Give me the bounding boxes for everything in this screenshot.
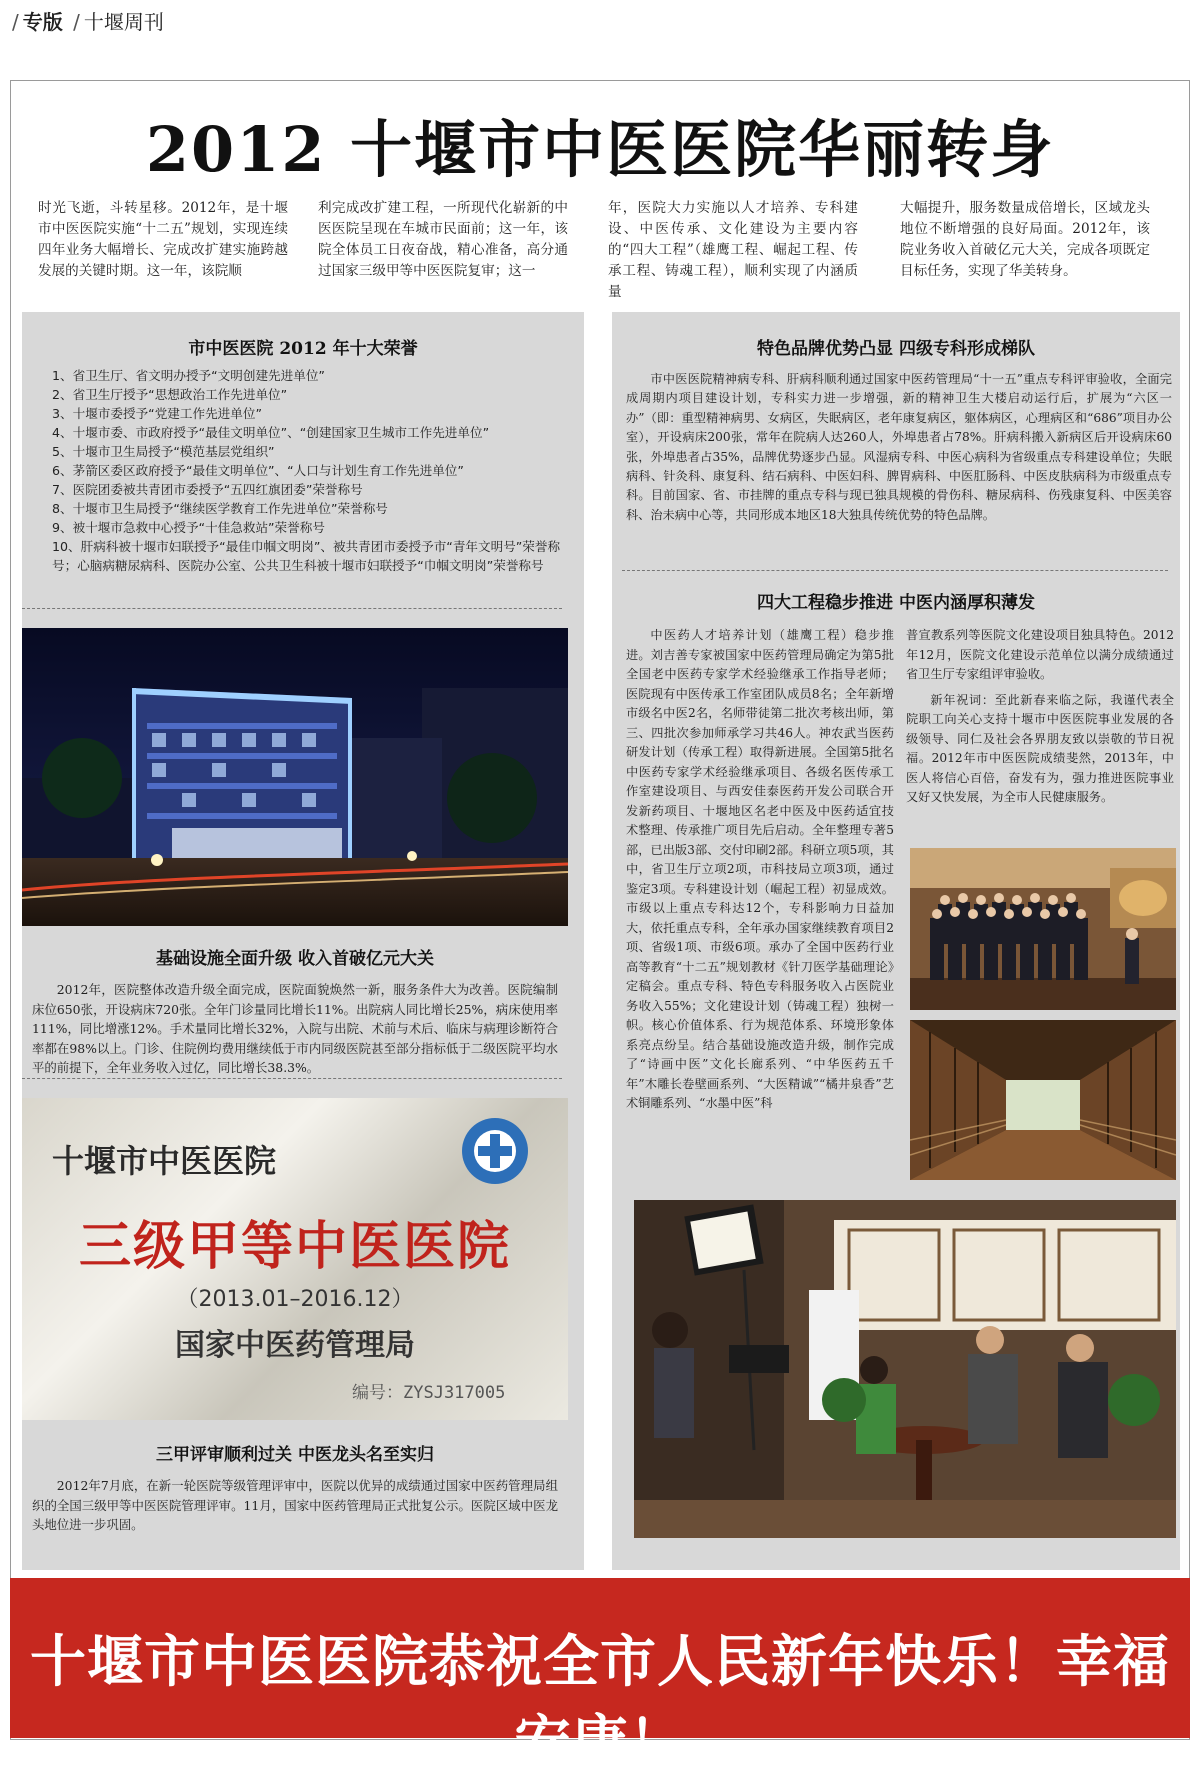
honors-list (30, 366, 570, 575)
honor-item: 9、被十堰市急救中心授予“十佳急救站”荣誉称号 (52, 520, 325, 535)
breadcrumb (8, 6, 164, 35)
divider (22, 608, 562, 609)
staff-group-photo (910, 848, 1176, 1010)
projects-column-1: 中医药人才培养计划（雄鹰工程）稳步推进。刘吉善专家被国家中医药管理局确定为第5批全国老中医药专家学术经验继承工作指导老师；医院现有中医传承工作室团队成员8名；全年新增市级名中医2名，名师带徒第二批次考核出师，第三、四批次参加师承学习共46人。神农武当医药研发计划（传承工程）取得新进展。全国第5批名中医药专家学术经验继承项目、各级名医传承工作室建设项目、与西安佳泰医药开发公司联合开发新药项目、十堰地区名老中医及中医药适宜技术整理、传承推广项目先后启动。全年整理专著5部，已出版3部、交付印刷2部。科研立项5项，其中，省卫生厅立项2项，市科技局立项3项，通过鉴定3项。专科建设计划（崛起工程）初显成效。市级以上重点专科达12个，专科影响力日益加大，依托重点专科，全年承办国家继续教育项目2项、省级1项、市级6项。承办了全国中医药行业高等教育“十二五”规划教材《针刀医学基础理论》定稿会。重点专科、特色专科服务收入占医院业务收入55%；文化建设计划（铸魂工程）独树一帜。核心价值体系、行为规范体系、环境形象体系亮点纷呈。结合基础设施改造升级，制作完成了“诗画中医”文化长廊系列、“中华医药五千年”木雕长卷壁画系列、“大医精诚”“橘井泉香”艺术铜雕系列、“水墨中医”科 (626, 628, 894, 1110)
culture-corridor-photo-drawing (910, 1020, 1176, 1180)
intro-column-1: 时光飞逝，斗转星移。2012年，是十堰市中医医院实施“十二五”规划，实现连续四年业务大幅增长、完成改扩建实施跨越发展的关键时期。这一年，该院顺 (38, 200, 288, 279)
review-title: 三甲评审顺利过关 中医龙头名至实归 (156, 1445, 434, 1465)
honor-item-text: 10、肝病科被十堰市妇联授予“最佳巾帼文明岗”、被共青团市委授予市“青年文明号”荣誉称号；心脑病糖尿病科、医院办公室、公共卫生科被十堰市妇联授予“巾帼文明岗”荣誉称号 (52, 539, 561, 573)
grade-plaque (22, 1098, 568, 1420)
honor-item (30, 537, 568, 575)
banner-text: 十堰市中医医院恭祝全市人民新年快乐！幸福安康！ (30, 1630, 1170, 1775)
honor-item: 6、茅箭区委区政府授予“最佳文明单位”、“人口与计划生育工作先进单位” (52, 463, 464, 478)
culture-corridor-photo (910, 1020, 1176, 1180)
projects-title: 四大工程稳步推进 中医内涵厚积薄发 (757, 593, 1035, 613)
intro-column-3: 年，医院大力实施以人才培养、专科建设、中医传承、文化建设为主要内容的“四大工程”（雄鹰工程、崛起工程、传承工程、铸魂工程），顺利实现了内涵质量 (608, 200, 858, 300)
page-headline: 2012 十堰市中医医院华丽转身 (145, 113, 1055, 186)
tv-interview-photo-drawing (634, 1200, 1176, 1538)
infrastructure-title: 基础设施全面升级 收入首破亿元大关 (156, 949, 434, 969)
divider (622, 570, 1168, 571)
honor-item: 1、省卫生厅、省文明办授予“文明创建先进单位” (52, 368, 325, 383)
section-label: 专版 (22, 10, 63, 34)
honor-item: 8、十堰市卫生局授予“继续医学教育工作先进单位”荣誉称号 (52, 501, 388, 516)
publication-name: 十堰周刊 (83, 10, 164, 34)
plaque-period: （2013.01–2016.12） (176, 1287, 414, 1312)
plaque-issuer: 国家中医药管理局 (175, 1328, 415, 1363)
honor-item: 4、十堰市委、市政府授予“最佳文明单位”、“创建国家卫生城市工作先进单位” (52, 425, 490, 440)
specialty-text: 市中医医院精神病专科、肝病科顺利通过国家中医药管理局“十一五”重点专科评审验收，全面完成周期内项目建设计划，专科实力进一步增强，新的精神卫生大楼启动运行后，扩展为“六区一办”（即：重型精神病男、女病区，失眠病区，老年康复病区，躯体病区，心理病区和“686”项目办公室），开设病床200张，常年在院病人达260人，外埠患者占78%。肝病科搬入新病区后开设病床60张，外埠患者占35%，品牌优势逐步凸显。风湿病专科、中医心病科为省级重点专科建设单位；失眠病科、针灸科、康复科、结石病科、中医妇科、脾胃病科、中医肛肠科、中医皮肤病科为市级重点专科。目前国家、省、市挂牌的重点专科与现已独具规模的骨伤科、糖尿病科、伤残康复科、中医美容科、治未病中心等，共同形成本地区18大独具传统优势的特色品牌。 (626, 372, 1172, 522)
review-text: 2012年7月底，在新一轮医院等级管理评审中，医院以优异的成绩通过国家中医药管理局组织的全国三级甲等中医医院管理评审。11月，国家中医药管理局正式批复公示。医院区域中医龙头地位进一步巩固。 (32, 1478, 558, 1532)
hospital-night-photo-drawing (22, 628, 568, 926)
intro-column-4: 大幅提升，服务数量成倍增长，区域龙头地位不断增强的良好局面。2012年，该院业务收入首破亿元大关，完成各项既定目标任务，实现了华美转身。 (900, 200, 1150, 279)
honor-item: 3、十堰市委授予“党建工作先进单位” (52, 406, 262, 421)
infrastructure-text: 2012年，医院整体改造升级全面完成，医院面貌焕然一新，服务条件大为改善。医院编制床位650张，开设病床720张。全年门诊量同比增长11%。出院病人同比增长25%，病床使用率111%，同比增涨12%。手术量同比增长32%，入院与出院、术前与术后、临床与病理诊断符合率都在98%以上。门诊、住院例均费用继续低于市内同级医院甚至部分指标低于二级医院平均水平的前提下，全年业务收入过亿，同比增长38.3%。 (32, 982, 558, 1075)
tv-interview-photo (634, 1200, 1176, 1538)
projects-column-2 (906, 626, 1174, 808)
plaque-serial: 编号：ZYSJ317005 (352, 1383, 506, 1403)
hospital-night-photo (22, 628, 568, 926)
section-header (0, 0, 1200, 40)
specialty-title: 特色品牌优势凸显 四级专科形成梯队 (757, 339, 1035, 359)
new-year-message: 新年祝词：至此新春来临之际，我谨代表全院职工向关心支持十堰市中医医院事业发展的各级领导、同仁及社会各界朋友致以崇敬的节日祝福。2012年市中医医院成绩斐然，2013年，中医人将信心百倍，奋发有为，强力推进医院事业又好又快发展，为全市人民健康服务。 (906, 692, 1174, 804)
breadcrumb-separator: / (73, 10, 80, 34)
plaque-grade: 三级甲等中医医院 (78, 1217, 511, 1277)
culture-text: 普宣教系列等医院文化建设项目独具特色。2012年12月，医院文化建设示范单位以满分成绩通过省卫生厅专家组评审验收。 (906, 628, 1174, 681)
staff-group-photo-drawing (910, 848, 1176, 1010)
divider (22, 1078, 562, 1079)
honors-title: 市中医医院 2012 年十大荣誉 (188, 339, 418, 359)
honor-item: 5、十堰市卫生局授予“模范基层党组织” (52, 444, 275, 459)
medical-emblem-icon (462, 1118, 528, 1184)
breadcrumb-separator: / (12, 10, 19, 34)
new-year-banner (10, 1578, 1190, 1775)
honor-item: 2、省卫生厅授予“思想政治工作先进单位” (52, 387, 288, 402)
plaque-hospital-name: 十堰市中医医院 (52, 1142, 277, 1180)
intro-column-2: 利完成改扩建工程，一所现代化崭新的中医医院呈现在车城市民面前；这一年，该院全体员工日夜奋战，精心准备，高分通过国家三级甲等中医医院复审；这一 (318, 200, 568, 279)
honor-item: 7、医院团委被共青团市委授予“五四红旗团委”荣誉称号 (52, 482, 363, 497)
